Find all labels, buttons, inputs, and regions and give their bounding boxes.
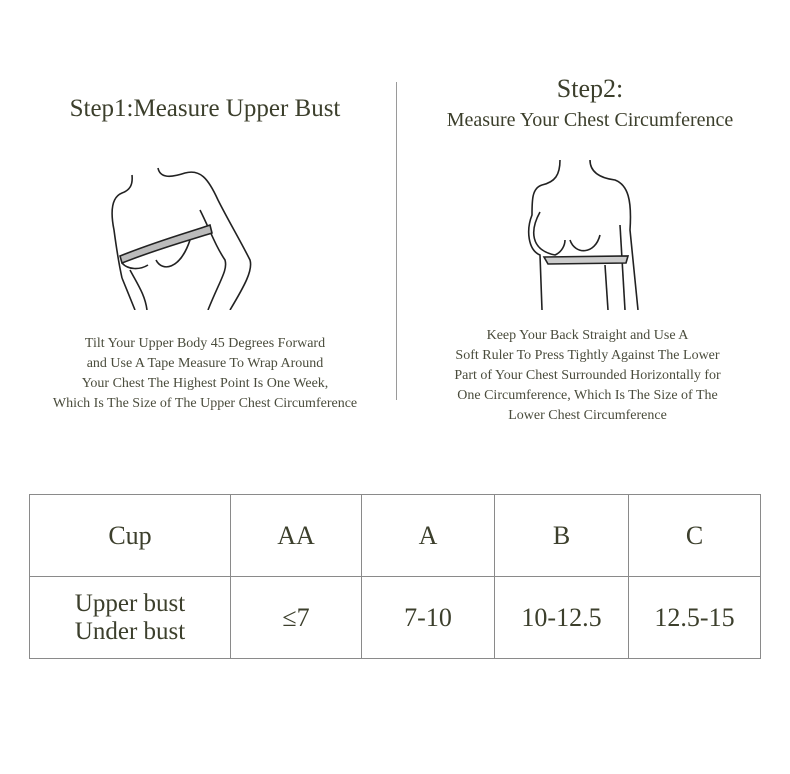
desc-line: Which Is The Size of The Upper Chest Circumference: [52, 396, 358, 411]
row-label-upper: Upper bust: [74, 589, 186, 617]
header-aa: AA: [231, 495, 362, 577]
header-c: C: [629, 495, 761, 577]
row-label-under: Under bust: [74, 617, 186, 645]
table-row: [30, 577, 761, 659]
header-cup: Cup: [30, 495, 231, 577]
desc-line: Tilt Your Upper Body 45 Degrees Forward: [84, 336, 326, 351]
desc-line: Your Chest The Highest Point Is One Week,: [81, 376, 329, 391]
value-a: 7-10: [362, 577, 495, 659]
desc-line: Keep Your Back Straight and Use A: [486, 328, 689, 343]
desc-line: One Circumference, Which Is The Size of The: [457, 388, 718, 403]
divider: [396, 82, 397, 400]
table-header-row: [30, 495, 761, 577]
step2-subtitle: Measure Your Chest Circumference: [446, 109, 734, 131]
desc-line: Soft Ruler To Press Tightly Against The Lower: [455, 348, 720, 363]
desc-line: Lower Chest Circumference: [508, 408, 667, 423]
value-aa: ≤7: [231, 577, 362, 659]
step2-title: Step2:: [556, 74, 624, 103]
header-b: B: [495, 495, 629, 577]
row-label: [30, 577, 231, 659]
upper-bust-illustration: [100, 160, 270, 310]
desc-line: Part of Your Chest Surrounded Horizontally for: [454, 368, 721, 383]
desc-line: and Use A Tape Measure To Wrap Around: [86, 356, 324, 371]
header-a: A: [362, 495, 495, 577]
under-bust-illustration: [520, 160, 660, 310]
value-c: 12.5-15: [629, 577, 761, 659]
value-b: 10-12.5: [495, 577, 629, 659]
step1-title: Step1:Measure Upper Bust: [69, 95, 341, 122]
step1-description: [15, 334, 395, 414]
size-table: [29, 494, 761, 659]
step2-description: [400, 326, 775, 426]
